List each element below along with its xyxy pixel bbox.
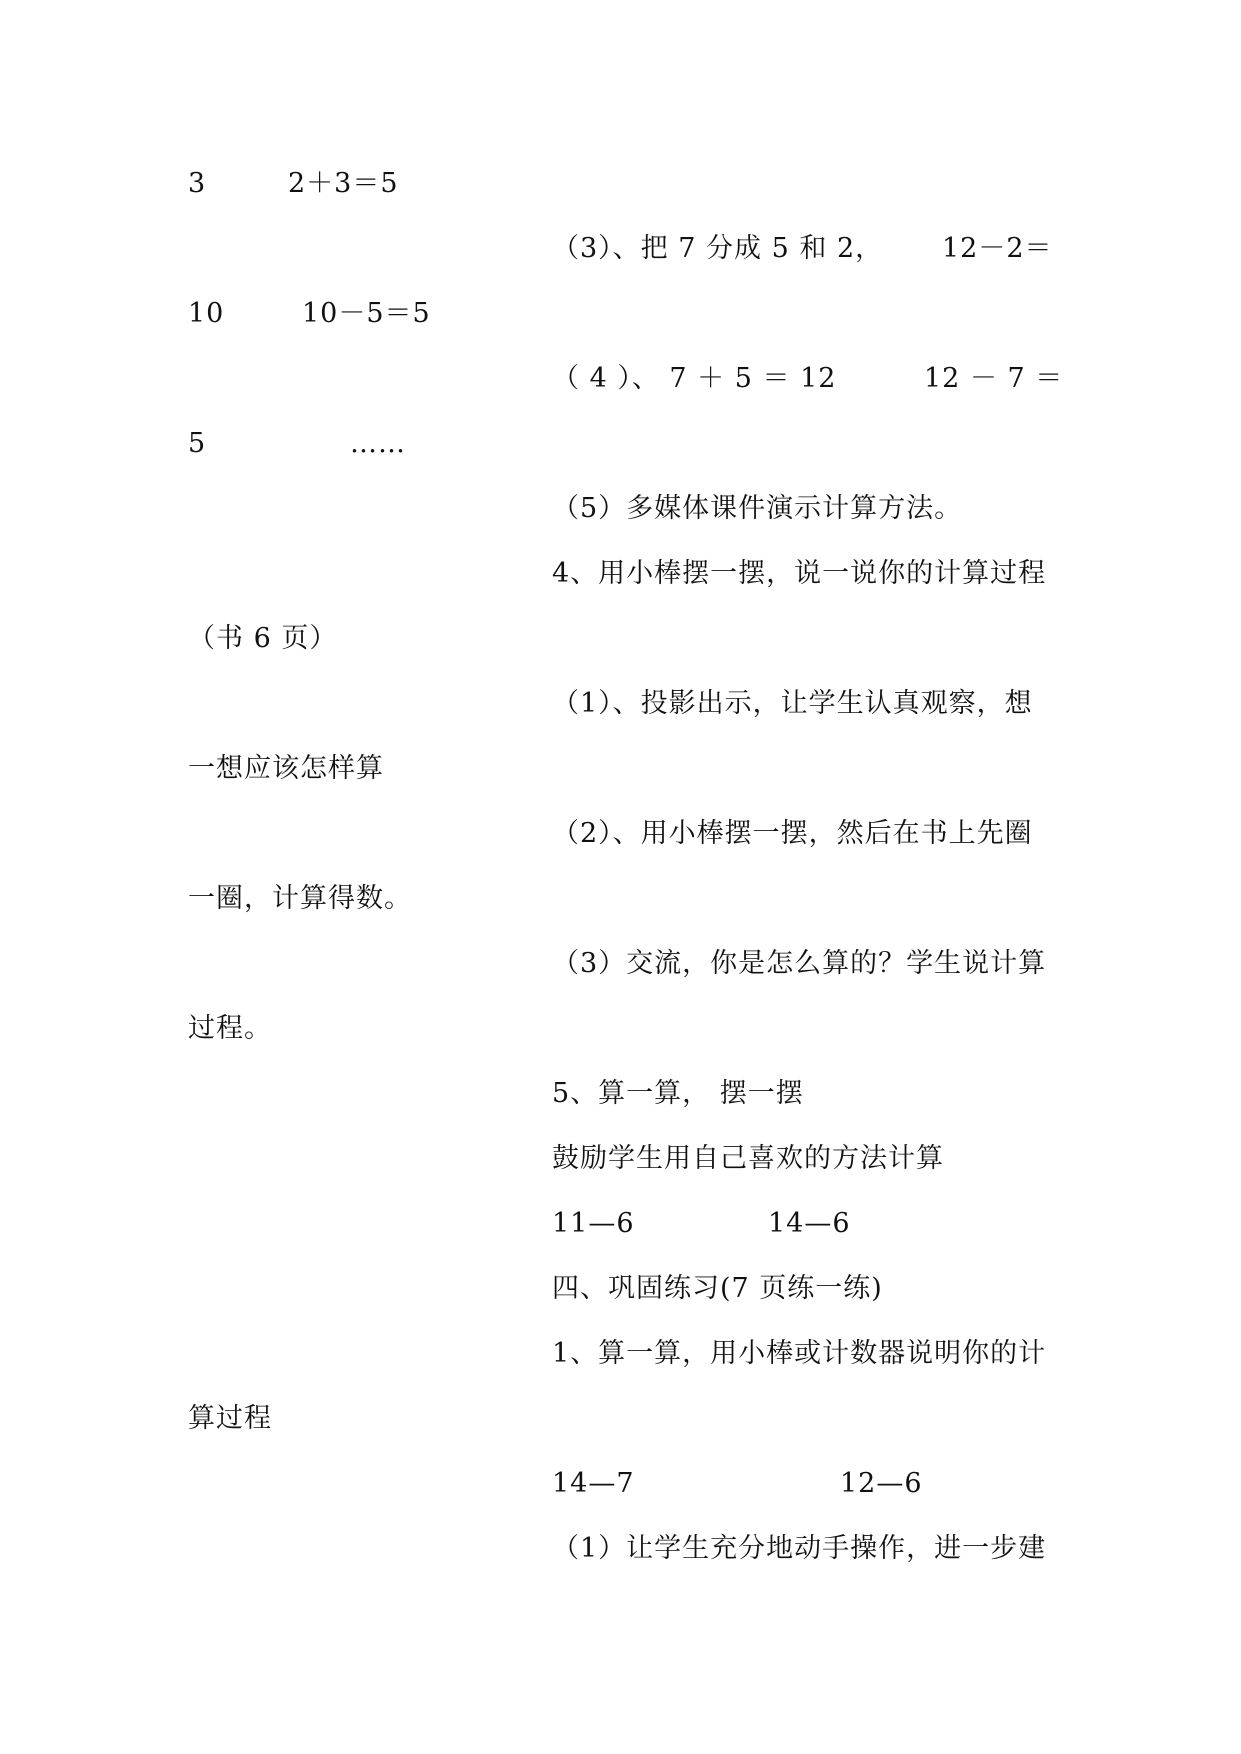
text-line: （1）、投影出示，让学生认真观察，想 [552, 688, 1033, 719]
text-line: 过程。 [188, 1013, 272, 1044]
text-line: （3）、把 7 分成 5 和 2， [552, 233, 884, 264]
text-line: 一圈，计算得数。 [188, 883, 412, 914]
text-line: 2＋3＝5 [288, 168, 399, 199]
text-line: 11—6 [552, 1208, 635, 1239]
text-line: （书 6 页） [188, 623, 338, 654]
text-line: 鼓励学生用自己喜欢的方法计算 [552, 1143, 944, 1174]
text-line: 四、巩固练习(7 页练一练) [552, 1273, 883, 1304]
text-line: 5 [188, 428, 207, 459]
text-line: 一想应该怎样算 [188, 753, 384, 784]
text-line: 4、用小棒摆一摆，说一说你的计算过程 [552, 558, 1047, 589]
text-line: 14—7 [552, 1468, 635, 1499]
text-line: 14—6 [768, 1208, 851, 1239]
text-line: 1、算一算，用小棒或计数器说明你的计 [552, 1338, 1047, 1369]
text-line: （2）、用小棒摆一摆，然后在书上先圈 [552, 818, 1033, 849]
text-line: …… [350, 428, 406, 459]
text-line: 12－2＝ [942, 233, 1053, 264]
text-line: 3 [188, 168, 207, 199]
text-line: （3）交流，你是怎么算的？学生说计算 [552, 948, 1047, 979]
text-line: 算过程 [188, 1403, 272, 1434]
text-line: 12 － 7 ＝ [924, 363, 1064, 394]
text-line: （5）多媒体课件演示计算方法。 [552, 493, 963, 524]
text-line: 5、算一算， 摆一摆 [552, 1078, 804, 1109]
text-line: （ 4 ）、 7 ＋ 5 ＝ 12 [552, 363, 837, 394]
text-line: 10－5＝5 [302, 298, 431, 329]
text-line: 10 [188, 298, 225, 329]
text-line: 12—6 [840, 1468, 923, 1499]
text-line: （1）让学生充分地动手操作，进一步建 [552, 1533, 1047, 1564]
